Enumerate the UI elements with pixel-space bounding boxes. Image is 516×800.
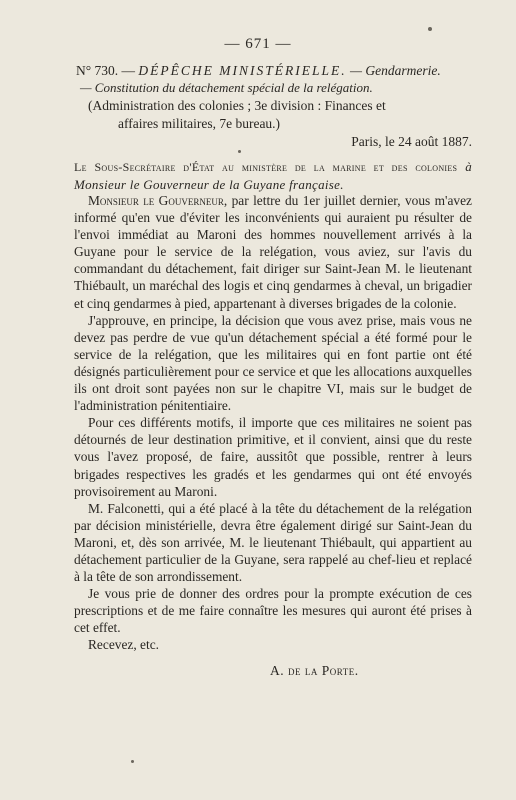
ink-speck [428, 27, 432, 31]
heading-recipient: à Monsieur le Gouverneur de la Guyane française. [74, 159, 472, 192]
ink-speck [238, 150, 241, 153]
page-number: — 671 — [224, 36, 292, 52]
administration-line-2: affaires militaires, 7e bureau.) [118, 116, 281, 131]
title-subject: — Gendarmerie. [346, 63, 441, 78]
paragraph-6: Recevez, etc. [88, 637, 159, 653]
letter-body [74, 192, 472, 654]
administration-note [88, 97, 468, 133]
dispatch-subtitle: — Constitution du détachement spécial de la relégation. [80, 80, 373, 95]
dispatch-date: Paris, le 24 août 1887. [351, 134, 472, 149]
paragraph-5: Je vous prie de donner des ordres pour la prompte exécution de ces prescriptions et de me faire connaître les mesures qui auront été prises à cet effet. [74, 586, 472, 636]
paragraph-1: Monsieur le Gouverneur, par lettre du 1er juillet dernier, vous m'avez informé qu'en vue d'éviter les inconvénients qui auraient pu résulter de l'envoi immédiat au Maroni des hommes nouvellement arrivés à la Guyane pour le service de la relégation, vous aviez, sur l'avis du commandant du détachement, fait diriger sur Saint-Jean M. le lieutenant Thiébault, un maréchal des logis et cinq gendarmes à cheval, un brigadier et cinq gendarmes à pied, appartenant à diverses brigades de la colonie. [74, 193, 472, 311]
salutation: Monsieur le Gouverneur, [88, 193, 228, 208]
title-number: N° 730. — [76, 63, 139, 78]
paragraph-4: M. Falconetti, qui a été placé à la tête du détachement de la relégation par décision ministérielle, devra être également dirigé sur Saint-Jean du Maroni, et, dès son arrivée, M. le lieutenant Thiébault, qui appartient au détachement particulier de la Guyane, sera rappelé au chef-lieu et replacé à la tête de son arrondissement. [74, 500, 472, 585]
paragraph-3: Pour ces différents motifs, il importe que ces militaires ne soient pas détournés de leur destination primitive, et il convient, ainsi que du reste vous l'avez proposé, de faire, aussitôt que possible, rentrer à leurs brigades respectives les gradés et les gendarmes qui ont été envoyés provisoirement au Maroni. [74, 415, 472, 499]
ink-speck [131, 760, 134, 763]
letter-heading [74, 158, 472, 194]
dispatch-title [72, 62, 472, 80]
administration-line-1: (Administration des colonies ; 3e division : Finances et [88, 98, 386, 113]
signature: A. de la Porte. [270, 663, 359, 678]
heading-sender: Le Sous-Secrétaire d'État au ministère de la marine et des colonies [74, 160, 458, 174]
title-caps: DÉPÊCHE MINISTÉRIELLE. [138, 63, 347, 78]
paragraph-2: J'approuve, en principe, la décision que vous avez prise, mais vous ne devez pas perdre de vue qu'un détachement spécial a été formé pour le service de la relégation, que les militaires qui en font partie ont été désignés particulièrement pour ce service et que les allocations auxquelles ils ont droit sont payées non sur le chapitre VI, mais sur le budget de l'administration pénitentiaire. [74, 312, 472, 414]
